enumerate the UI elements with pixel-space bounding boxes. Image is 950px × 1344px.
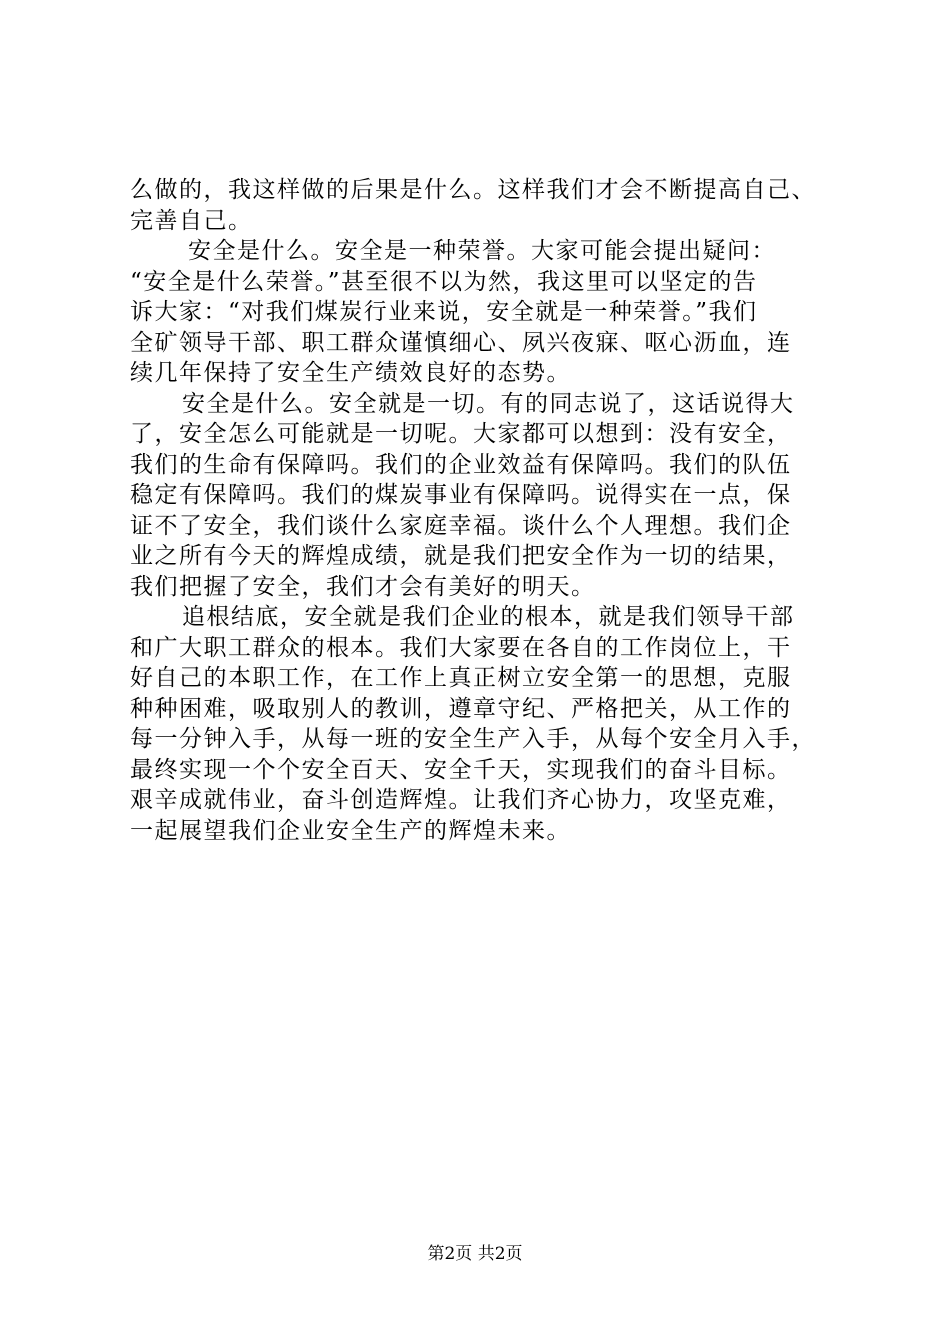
paragraph-start-line: 追根结底，安全就是我们企业的根本，就是我们领导干部 — [182, 604, 795, 630]
document-body — [130, 175, 830, 846]
text-line: 好自己的本职工作，在工作上真正树立安全第一的思想，克服 — [130, 665, 792, 691]
text-line: 我们把握了安全，我们才会有美好的明天。 — [130, 573, 596, 600]
paragraph-start-line: 安全是什么。安全就是一切。有的同志说了，这话说得大 — [182, 390, 795, 417]
page-number-footer: 第2页 共2页 — [427, 1244, 523, 1264]
text-line: 证不了安全，我们谈什么家庭幸福。谈什么个人理想。我们企 — [130, 512, 792, 539]
text-line: 每一分钟入手，从每一班的安全生产入手，从每个安全月入手， — [130, 726, 816, 752]
text-line: 艰辛成就伟业，奋斗创造辉煌。让我们齐心协力，攻坚克难， — [130, 787, 792, 813]
text-line: “安全是什么荣誉。”甚至很不以为然，我这里可以坚定的告 — [130, 268, 758, 295]
text-line: 业之所有今天的辉煌成绩，就是我们把安全作为一切的结果， — [130, 543, 792, 569]
text-line: 么做的，我这样做的后果是什么。这样我们才会不断提高自己、 — [130, 177, 816, 203]
text-line: 诉大家：“对我们煤炭行业来说，安全就是一种荣誉。”我们 — [130, 299, 758, 325]
text-line: 续几年保持了安全生产绩效良好的态势。 — [130, 360, 571, 386]
text-line: 了，安全怎么可能就是一切呢。大家都可以想到：没有安全， — [130, 421, 792, 447]
text-line: 种种困难，吸取别人的教训，遵章守纪、严格把关，从工作的 — [130, 695, 792, 722]
text-line: 稳定有保障吗。我们的煤炭事业有保障吗。说得实在一点，保 — [130, 482, 792, 508]
text-line: 最终实现一个个安全百天、安全千天，实现我们的奋斗目标。 — [130, 756, 792, 783]
paragraph-start-line: 安全是什么。安全是一种荣誉。大家可能会提出疑问： — [188, 238, 776, 264]
text-line: 完善自己。 — [130, 207, 253, 234]
text-line: 一起展望我们企业安全生产的辉煌未来。 — [130, 817, 571, 844]
text-line: 全矿领导干部、职工群众谨慎细心、夙兴夜寐、呕心沥血，连 — [130, 329, 792, 356]
text-line: 我们的生命有保障吗。我们的企业效益有保障吗。我们的队伍 — [130, 451, 792, 478]
text-line: 和广大职工群众的根本。我们大家要在各自的工作岗位上，干 — [130, 634, 792, 661]
